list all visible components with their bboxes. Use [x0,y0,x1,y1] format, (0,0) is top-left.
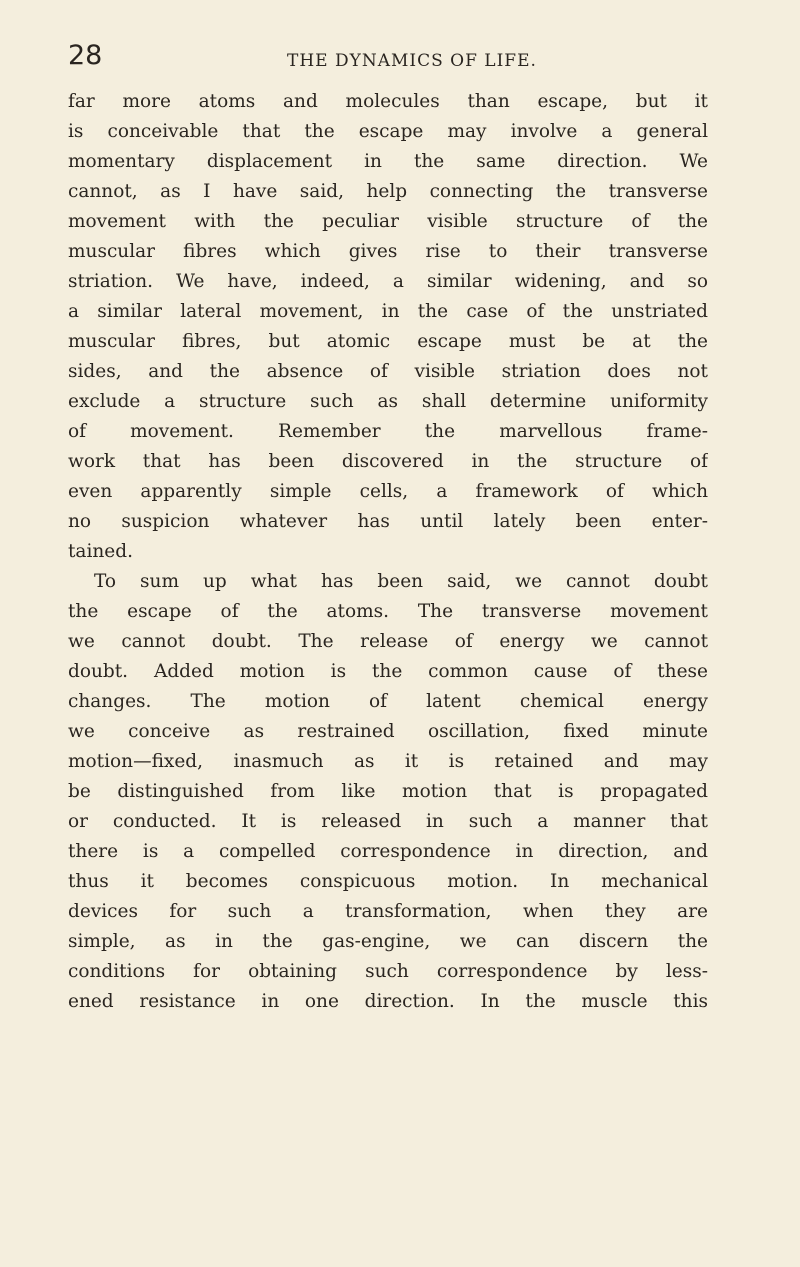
text-line: the escape of the atoms. The transverse movement [68,601,708,622]
text-line: of movement. Remember the marvellous frame- [68,421,708,442]
text-line: sides, and the absence of visible striation does not [68,361,708,382]
text-line: or conducted. It is released in such a manner that [68,811,708,832]
text-line: muscular fibres, but atomic escape must be at the [68,331,708,352]
text-line: doubt. Added motion is the common cause of these [68,661,708,682]
text-line: To sum up what has been said, we cannot doubt [94,571,708,592]
text-line: cannot, as I have said, help connecting the transverse [68,181,708,202]
text-line: work that has been discovered in the structure of [68,451,708,472]
text-line: ened resistance in one direction. In the muscle this [68,991,708,1012]
text-line: devices for such a transformation, when they are [68,901,708,922]
text-line: muscular fibres which gives rise to their transverse [68,241,708,262]
text-line: we cannot doubt. The release of energy we cannot [68,631,708,652]
text-line: thus it becomes conspicuous motion. In mechanical [68,871,708,892]
running-title: THE DYNAMICS OF LIFE. [287,51,537,71]
text-line: exclude a structure such as shall determine uniformity [68,391,708,412]
text-line: even apparently simple cells, a framework of which [68,481,708,502]
page-header [68,40,708,74]
body-text [68,87,708,1017]
text-line: far more atoms and molecules than escape, but it [68,91,708,112]
text-line: no suspicion whatever has until lately been enter- [68,511,708,532]
text-line: simple, as in the gas-engine, we can discern the [68,931,708,952]
text-line: there is a compelled correspondence in direction, and [68,841,708,862]
text-line: changes. The motion of latent chemical energy [68,691,708,712]
text-line: movement with the peculiar visible structure of the [68,211,708,232]
text-line: a similar lateral movement, in the case of the unstriated [68,301,708,322]
text-line: be distinguished from like motion that is propagated [68,781,708,802]
page-number: 28 [68,40,103,71]
text-line: conditions for obtaining such correspondence by less- [68,961,708,982]
text-line: motion—fixed, inasmuch as it is retained and may [68,751,708,772]
text-line: momentary displacement in the same direction. We [68,151,708,172]
text-line: we conceive as restrained oscillation, fixed minute [68,721,708,742]
text-line: striation. We have, indeed, a similar widening, and so [68,271,708,292]
text-line: is conceivable that the escape may involve a general [68,121,708,142]
text-line: tained. [68,541,133,562]
